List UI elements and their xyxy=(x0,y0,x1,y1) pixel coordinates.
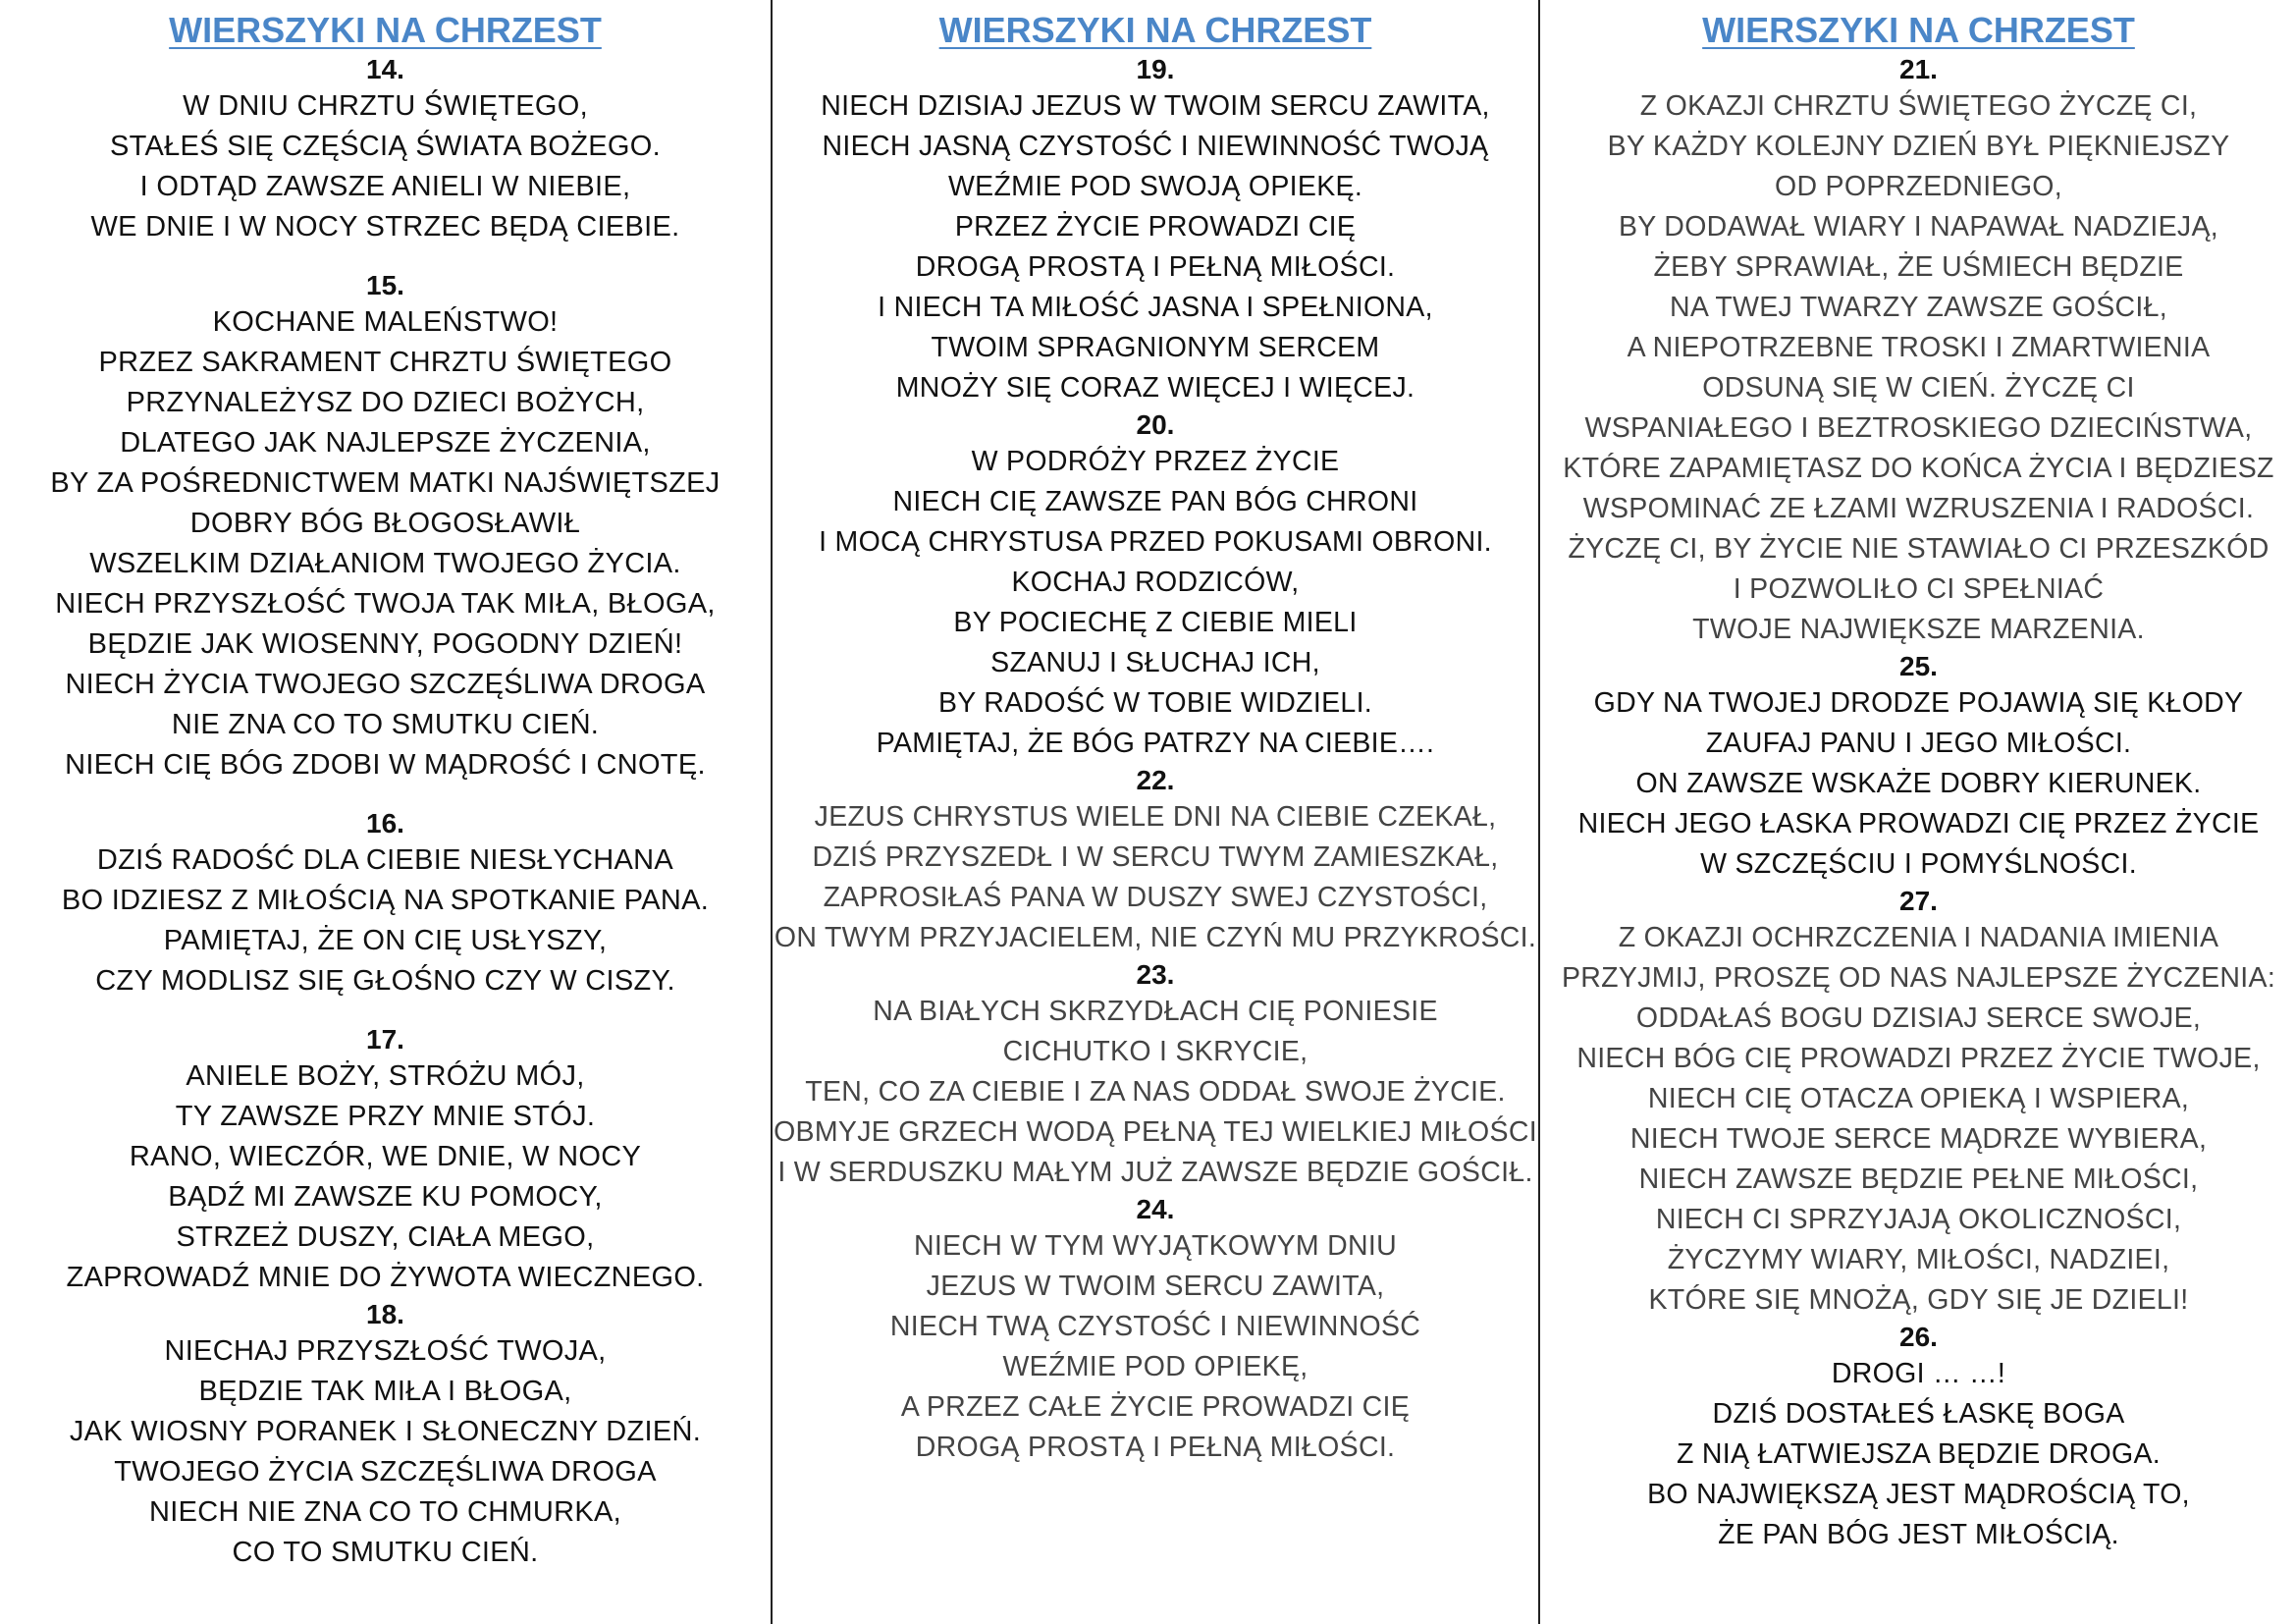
poem-line: NIECH CIĘ OTACZA OPIEKĄ I WSPIERA, xyxy=(1647,1083,2190,1114)
poem xyxy=(773,958,1538,1193)
poem xyxy=(0,1298,771,1573)
poem xyxy=(0,269,771,785)
poem-line: ON ZAWSZE WSKAŻE DOBRY KIERUNEK. xyxy=(1635,768,2202,799)
poem-line: SZANUJ I SŁUCHAJ ICH, xyxy=(990,647,1320,678)
column-3 xyxy=(1541,0,2296,1624)
poem-line: NIECH CI SPRZYJAJĄ OKOLICZNOŚCI, xyxy=(1655,1204,2182,1235)
poem-number: 17. xyxy=(366,1024,404,1055)
poem-line: KTÓRE ZAPAMIĘTASZ DO KOŃCA ŻYCIA I BĘDZIESZ xyxy=(1563,453,2274,484)
poem-line: BY KAŻDY KOLEJNY DZIEŃ BYŁ PIĘKNIEJSZY xyxy=(1607,131,2230,162)
poem-number: 22. xyxy=(1136,765,1175,795)
poem-number: 27. xyxy=(1899,886,1938,916)
poem-line: Z OKAZJI CHRZTU ŚWIĘTEGO ŻYCZĘ CI, xyxy=(1639,90,2198,122)
poem-number: 26. xyxy=(1899,1322,1938,1352)
poem-line: BY ZA POŚREDNICTWEM MATKI NAJŚWIĘTSZEJ xyxy=(50,467,721,499)
poem-line: Z OKAZJI OCHRZCZENIA I NADANIA IMIENIA xyxy=(1618,922,2219,953)
poem xyxy=(1541,1321,2296,1555)
poem-number: 20. xyxy=(1136,409,1175,440)
poem-number: 24. xyxy=(1136,1194,1175,1224)
poem-line: TWOJEGO ŻYCIA SZCZĘŚLIWA DROGA xyxy=(114,1456,657,1488)
poem-line: PAMIĘTAJ, ŻE BÓG PATRZY NA CIEBIE…. xyxy=(876,728,1435,759)
poem xyxy=(773,764,1538,958)
poem-line: NIECH CIĘ ZAWSZE PAN BÓG CHRONI xyxy=(892,486,1418,517)
column-divider xyxy=(1538,0,1540,1624)
poem xyxy=(773,408,1538,764)
poem-line: Z NIĄ ŁATWIEJSZA BĘDZIE DROGA. xyxy=(1676,1438,2162,1470)
poem-line: NIECH JEGO ŁASKA PROWADZI CIĘ PRZEZ ŻYCIE xyxy=(1577,808,2260,839)
poem-line: NA TWEJ TWARZY ZAWSZE GOŚCIŁ, xyxy=(1670,292,2167,323)
poem-line: RANO, WIECZÓR, WE DNIE, W NOCY xyxy=(129,1141,642,1172)
poem-line: NIECH TWĄ CZYSTOŚĆ I NIEWINNOŚĆ xyxy=(889,1311,1421,1342)
poem xyxy=(1541,885,2296,1321)
poem-line: NIECH PRZYSZŁOŚĆ TWOJA TAK MIŁA, BŁOGA, xyxy=(55,588,716,620)
poem-line: ON TWYM PRZYJACIELEM, NIE CZYŃ MU PRZYKROŚCI. xyxy=(774,922,1537,953)
poem-line: KOCHANE MALEŃSTWO! xyxy=(212,306,559,338)
stanza-gap xyxy=(0,1001,771,1023)
poem-line: I ODTĄD ZAWSZE ANIELI W NIEBIE, xyxy=(139,171,631,202)
stanza-gap xyxy=(0,247,771,269)
poem-line: DZIŚ PRZYSZEDŁ I W SERCU TWYM ZAMIESZKAŁ, xyxy=(812,841,1499,873)
poem-line: JEZUS W TWOIM SERCU ZAWITA, xyxy=(926,1271,1385,1302)
poem-line: BĘDZIE JAK WIOSENNY, POGODNY DZIEŃ! xyxy=(87,628,683,660)
poem-line: DROGĄ PROSTĄ I PEŁNĄ MIŁOŚCI. xyxy=(915,251,1396,283)
poem-line: ŻE PAN BÓG JEST MIŁOŚCIĄ. xyxy=(1718,1519,2119,1550)
poem-line: ŻEBY SPRAWIAŁ, ŻE UŚMIECH BĘDZIE xyxy=(1653,251,2184,283)
poem-line: ZAPROSIŁAŚ PANA W DUSZY SWEJ CZYSTOŚCI, xyxy=(823,882,1488,913)
column-title: WIERSZYKI NA CHRZEST xyxy=(938,10,1372,50)
poem-line: CO TO SMUTKU CIEŃ. xyxy=(232,1537,539,1568)
poem-line: A NIEPOTRZEBNE TROSKI I ZMARTWIENIA xyxy=(1627,332,2211,363)
poem-line: I W SERDUSZKU MAŁYM JUŻ ZAWSZE BĘDZIE GOŚCIŁ. xyxy=(777,1157,1533,1188)
poem-line: A PRZEZ CAŁE ŻYCIE PROWADZI CIĘ xyxy=(900,1391,1411,1423)
poem-line: WE DNIE I W NOCY STRZEC BĘDĄ CIEBIE. xyxy=(90,211,680,243)
poem-number: 25. xyxy=(1899,651,1938,681)
poem-line: OD POPRZEDNIEGO, xyxy=(1774,171,2062,202)
poem-line: NIECH ZAWSZE BĘDZIE PEŁNE MIŁOŚCI, xyxy=(1638,1164,2199,1195)
poem-line: WEŹMIE POD OPIEKĘ, xyxy=(1002,1351,1308,1382)
poem-line: PRZYJMIJ, PROSZĘ OD NAS NAJLEPSZE ŻYCZENIA: xyxy=(1561,962,2276,994)
poem-line: CICHUTKO I SKRYCIE, xyxy=(1002,1036,1308,1067)
stanza-gap xyxy=(0,785,771,807)
poem-line: NIECH W TYM WYJĄTKOWYM DNIU xyxy=(913,1230,1398,1262)
poem-line: TWOJE NAJWIĘKSZE MARZENIA. xyxy=(1692,614,2145,645)
poem-line: I MOCĄ CHRYSTUSA PRZED POKUSAMI OBRONI. xyxy=(819,526,1492,558)
poem-line: ODDAŁAŚ BOGU DZISIAJ SERCE SWOJE, xyxy=(1635,1002,2202,1034)
poem-line: NIECH JASNĄ CZYSTOŚĆ I NIEWINNOŚĆ TWOJĄ xyxy=(822,131,1489,162)
poem-line: BY POCIECHĘ Z CIEBIE MIELI xyxy=(953,607,1358,638)
poem-line: STRZEŻ DUSZY, CIAŁA MEGO, xyxy=(176,1221,595,1253)
poem-number: 23. xyxy=(1136,959,1175,990)
poem-line: ZAPROWADŹ MNIE DO ŻYWOTA WIECZNEGO. xyxy=(66,1262,705,1293)
poem-line: NIECH BÓG CIĘ PROWADZI PRZEZ ŻYCIE TWOJE, xyxy=(1576,1043,2261,1074)
poem-line: TWOIM SPRAGNIONYM SERCEM xyxy=(931,332,1380,363)
poem-line: I POZWOLIŁO CI SPEŁNIAĆ xyxy=(1733,573,2105,605)
poem xyxy=(0,1023,771,1298)
poem-line: I NIECH TA MIŁOŚĆ JASNA I SPEŁNIONA, xyxy=(878,292,1433,323)
poem-line: DZIŚ RADOŚĆ DLA CIEBIE NIESŁYCHANA xyxy=(96,844,674,876)
poem-line: MNOŻY SIĘ CORAZ WIĘCEJ I WIĘCEJ. xyxy=(895,372,1415,404)
poem-line: NA BIAŁYCH SKRZYDŁACH CIĘ PONIESIE xyxy=(873,996,1438,1027)
poem-line: JAK WIOSNY PORANEK I SŁONECZNY DZIEŃ. xyxy=(69,1416,702,1447)
column-title: WIERSZYKI NA CHRZEST xyxy=(1702,10,2135,50)
poem-line: ANIELE BOŻY, STRÓŻU MÓJ, xyxy=(186,1060,585,1092)
poem xyxy=(773,53,1538,408)
poem xyxy=(1541,53,2296,650)
poem-number: 14. xyxy=(366,54,404,84)
poem-line: NIE ZNA CO TO SMUTKU CIEŃ. xyxy=(171,709,600,740)
poem-line: KOCHAJ RODZICÓW, xyxy=(1011,567,1300,598)
poem-line: W PODRÓŻY PRZEZ ŻYCIE xyxy=(971,446,1340,477)
column-1 xyxy=(0,0,771,1624)
poem-line: NIECH NIE ZNA CO TO CHMURKA, xyxy=(148,1496,622,1528)
poem-line: W SZCZĘŚCIU I POMYŚLNOŚCI. xyxy=(1700,848,2137,880)
poem-line: DROGI … …! xyxy=(1831,1358,2006,1389)
poem-line: STAŁEŚ SIĘ CZĘŚCIĄ ŚWIATA BOŻEGO. xyxy=(109,131,661,162)
poem-line: OBMYJE GRZECH WODĄ PEŁNĄ TEJ WIELKIEJ MIŁOŚCI xyxy=(774,1116,1537,1148)
poem-line: DROGĄ PROSTĄ I PEŁNĄ MIŁOŚCI. xyxy=(915,1432,1396,1463)
poem-line: GDY NA TWOJEJ DRODZE POJAWIĄ SIĘ KŁODY xyxy=(1593,687,2244,719)
poem-line: PRZEZ SAKRAMENT CHRZTU ŚWIĘTEGO xyxy=(98,347,672,378)
poem-line: NIECH ŻYCIA TWOJEGO SZCZĘŚLIWA DROGA xyxy=(65,669,706,700)
poem-line: BĘDZIE TAK MIŁA I BŁOGA, xyxy=(198,1376,572,1407)
poem-line: NIECH CIĘ BÓG ZDOBI W MĄDROŚĆ I CNOTĘ. xyxy=(65,749,706,781)
poem-line: PAMIĘTAJ, ŻE ON CIĘ USŁYSZY, xyxy=(163,925,608,956)
poem-line: DZIŚ DOSTAŁEŚ ŁASKĘ BOGA xyxy=(1712,1398,2125,1430)
poem-line: BY DODAWAŁ WIARY I NAPAWAŁ NADZIEJĄ, xyxy=(1618,211,2218,243)
poem xyxy=(0,53,771,247)
poem-line: TEN, CO ZA CIEBIE I ZA NAS ODDAŁ SWOJE ŻYCIE. xyxy=(805,1076,1506,1108)
poem-line: WSZELKIM DZIAŁANIOM TWOJEGO ŻYCIA. xyxy=(89,548,681,579)
poem-line: NIECH DZISIAJ JEZUS W TWOIM SERCU ZAWITA, xyxy=(821,90,1490,122)
poem-number: 21. xyxy=(1899,54,1938,84)
poem-number: 18. xyxy=(366,1299,404,1329)
poem-line: WEŹMIE POD SWOJĄ OPIEKĘ. xyxy=(947,171,1363,202)
poem-line: BO NAJWIĘKSZĄ JEST MĄDROŚCIĄ TO, xyxy=(1647,1479,2190,1510)
poem-line: WSPANIAŁEGO I BEZTROSKIEGO DZIECIŃSTWA, xyxy=(1584,412,2253,444)
poem-line: TY ZAWSZE PRZY MNIE STÓJ. xyxy=(175,1101,596,1132)
poem-line: W DNIU CHRZTU ŚWIĘTEGO, xyxy=(183,90,588,122)
poem-line: ZAUFAJ PANU I JEGO MIŁOŚCI. xyxy=(1705,728,2132,759)
poem-line: WSPOMINAĆ ZE ŁZAMI WZRUSZENIA I RADOŚCI. xyxy=(1582,493,2255,524)
poem xyxy=(0,807,771,1001)
poem-line: ŻYCZĘ CI, BY ŻYCIE NIE STAWIAŁO CI PRZESZKÓD xyxy=(1568,533,2269,565)
poem-number: 15. xyxy=(366,270,404,300)
poem-line: CZY MODLISZ SIĘ GŁOŚNO CZY W CISZY. xyxy=(95,965,675,997)
poem-line: PRZEZ ŻYCIE PROWADZI CIĘ xyxy=(954,211,1357,243)
poem-line: BO IDZIESZ Z MIŁOŚCIĄ NA SPOTKANIE PANA. xyxy=(61,885,710,916)
poem-number: 16. xyxy=(366,808,404,839)
poem xyxy=(773,1193,1538,1468)
poem-line: BY RADOŚĆ W TOBIE WIDZIELI. xyxy=(937,687,1372,719)
poem-line: DOBRY BÓG BŁOGOSŁAWIŁ xyxy=(189,508,581,539)
poem-number: 19. xyxy=(1136,54,1175,84)
poem-line: DLATEGO JAK NAJLEPSZE ŻYCZENIA, xyxy=(120,427,651,459)
poem-line: BĄDŹ MI ZAWSZE KU POMOCY, xyxy=(168,1181,603,1213)
poem-line: ODSUNĄ SIĘ W CIEŃ. ŻYCZĘ CI xyxy=(1702,372,2135,404)
poem xyxy=(1541,650,2296,885)
column-title: WIERSZYKI NA CHRZEST xyxy=(169,10,602,50)
poem-line: KTÓRE SIĘ MNOŻĄ, GDY SIĘ JE DZIELI! xyxy=(1648,1284,2189,1316)
poem-line: NIECHAJ PRZYSZŁOŚĆ TWOJA, xyxy=(164,1335,607,1367)
poem-line: JEZUS CHRYSTUS WIELE DNI NA CIEBIE CZEKAŁ, xyxy=(814,801,1497,833)
poem-line: PRZYNALEŻYSZ DO DZIECI BOŻYCH, xyxy=(126,387,645,418)
poem-line: ŻYCZYMY WIARY, MIŁOŚCI, NADZIEI, xyxy=(1667,1244,2170,1275)
poem-line: NIECH TWOJE SERCE MĄDRZE WYBIERA, xyxy=(1629,1123,2208,1155)
column-2 xyxy=(773,0,1538,1624)
